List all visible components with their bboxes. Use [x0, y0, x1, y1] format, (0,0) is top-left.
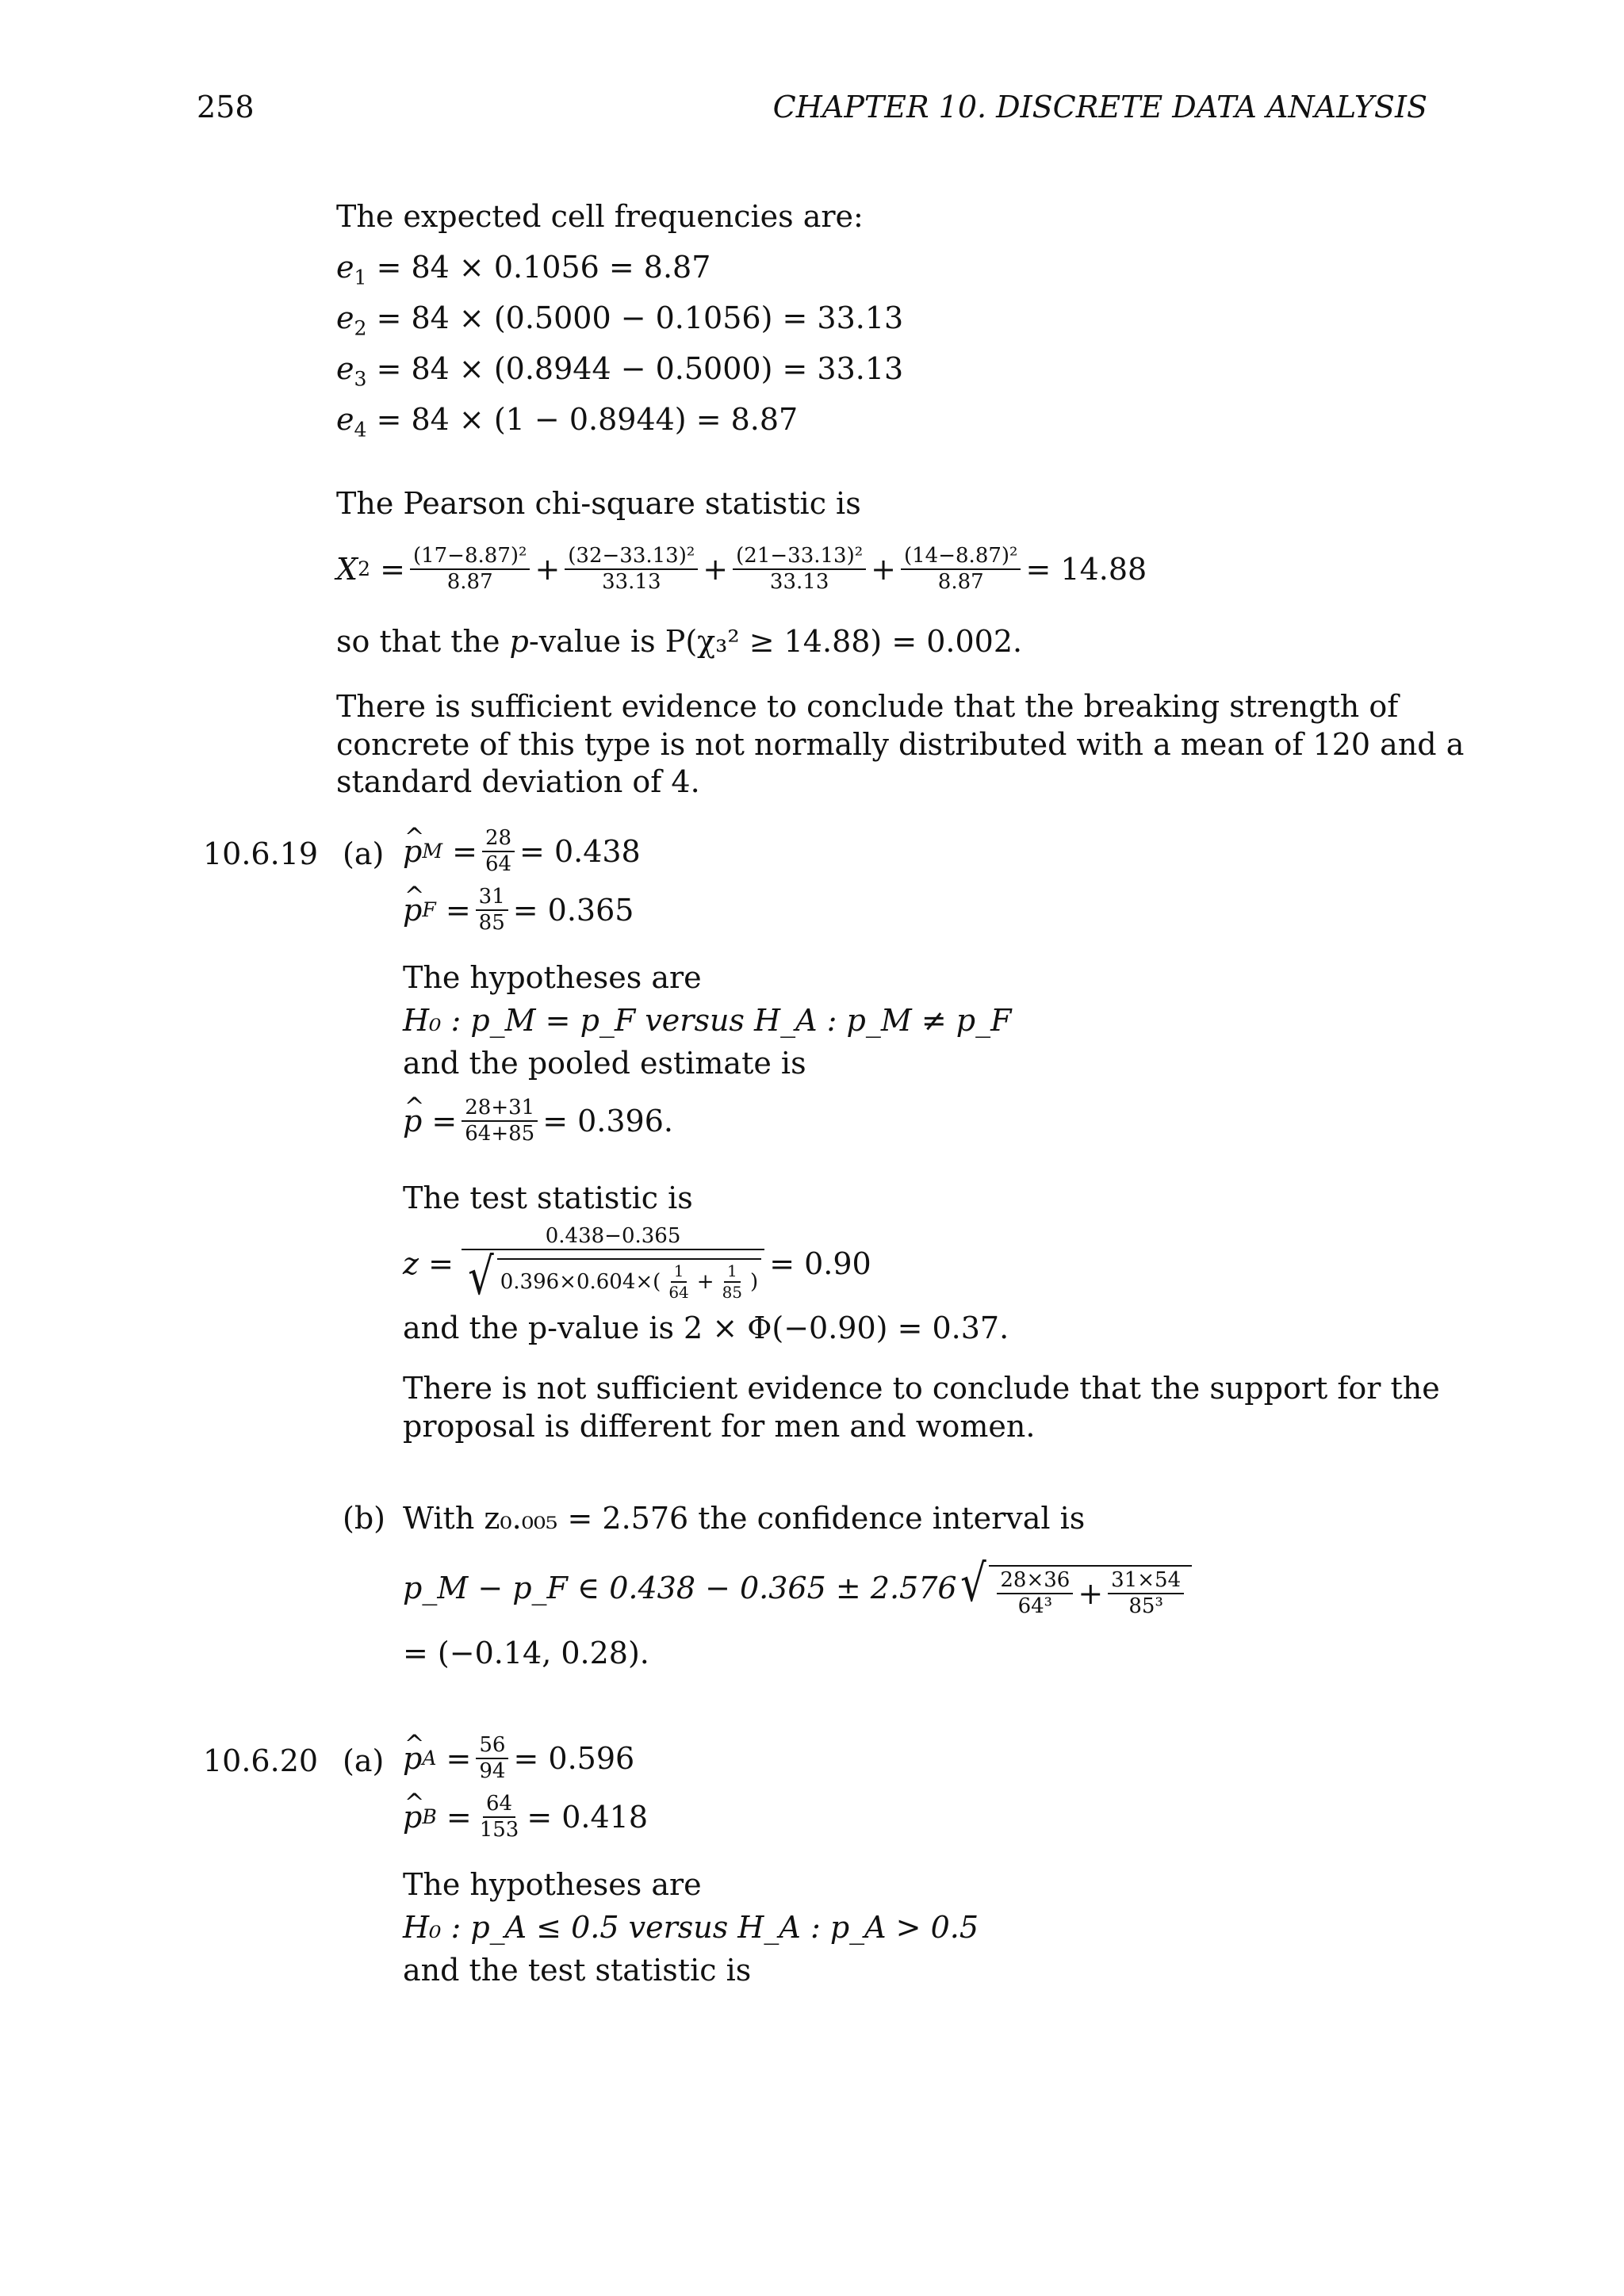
- test-stat-heading-20: and the test statistic is: [403, 1953, 752, 1988]
- problem-number-20: 10.6.20: [203, 1743, 319, 1778]
- pvalue-line: so that the p-value is P(χ₃² ≥ 14.88) = 0.002.: [336, 624, 1023, 659]
- ci-equation: p_M − p_F ∈ 0.438 − 0.365 ± 2.576 √ $\frac{28\times 36}{\text{64³}}$ + $\frac{31\times 54}{\text{85³}}$: [403, 1559, 1192, 1618]
- e3-line: $e_3 = 84 \times (0.8944 - 0.5000) = 33.13$: [336, 351, 904, 391]
- expected-heading: The expected cell frequencies are:: [336, 199, 864, 234]
- x2-term-3: $\frac{\text{(21−33.13)²}}{33.13}$: [733, 545, 866, 594]
- part-a-label-19: (a): [343, 836, 385, 871]
- e1-line: $e_1 = 84 \times 0.1056 = 8.87$: [336, 250, 711, 289]
- e4-line: $e_4 = 84 \times (1 - 0.8944) = 8.87$: [336, 402, 799, 442]
- pF-line: ^ p F = $\frac{31}{85}$ = 0.365: [403, 886, 634, 935]
- running-title: CHAPTER 10. DISCRETE DATA ANALYSIS: [772, 90, 1427, 124]
- x2-equation: X 2 = $\frac{\text{(17−8.87)²}}{8.87}$ + $\frac{\text{(32−33.13)²}}{33.13}$ + $\frac{\text{(21−33.13)²}}{33.13}$ + $\frac{\text{(14−8.87)²}}{8.87}$ = 14.88: [336, 544, 1147, 595]
- x2-term-2: $\frac{\text{(32−33.13)²}}{33.13}$: [565, 545, 698, 594]
- hypotheses-heading-19: The hypotheses are: [403, 960, 702, 995]
- conclusion-19: There is not sufficient evidence to conclude that the support for the proposal is different for men and women.: [403, 1371, 1440, 1444]
- part-b-label-19: (b): [343, 1501, 385, 1536]
- page-number: 258: [197, 90, 255, 124]
- pearson-heading: The Pearson chi-square statistic is: [336, 486, 861, 521]
- problem-number-19: 10.6.19: [203, 836, 319, 871]
- pooled-estimate: ^ p = $\frac{28+31}{64+85}$ = 0.396.: [403, 1097, 673, 1146]
- hypotheses-20: H₀ : p_A ≤ 0.5 versus H_A : p_A > 0.5: [403, 1910, 979, 1945]
- z-equation: z = 0.438−0.365 √ 0.396×0.604× ( $\frac{1}{64}$ + $\frac{1}{85}$ ) = 0.90: [403, 1224, 871, 1307]
- conclusion-paragraph: There is sufficient evidence to conclude that the breaking strength of concrete of this type is not normally distributed with a mean of 120 and a standard deviation of 4.: [336, 689, 1465, 799]
- pM-line: ^ p M = $\frac{28}{64}$ = 0.438: [403, 828, 641, 876]
- part-a-label-20: (a): [343, 1743, 385, 1778]
- x2-term-1: $\frac{\text{(17−8.87)²}}{8.87}$: [410, 545, 530, 594]
- pB-line: ^ p B = $\frac{64}{153}$ = 0.418: [403, 1793, 648, 1842]
- hypotheses-19: H₀ : p_M = p_F versus H_A : p_M ≠ p_F: [403, 1003, 1012, 1038]
- pA-line: ^ p A = $\frac{56}{94}$ = 0.596: [403, 1735, 634, 1783]
- ci-heading: With z₀.₀₀₅ = 2.576 the confidence interval is: [403, 1501, 1086, 1536]
- hypotheses-heading-20: The hypotheses are: [403, 1867, 702, 1902]
- test-stat-heading-19: The test statistic is: [403, 1181, 693, 1215]
- pooled-heading: and the pooled estimate is: [403, 1046, 806, 1081]
- e2-line: $e_2 = 84 \times (0.5000 - 0.1056) = 33.13$: [336, 300, 904, 340]
- x2-term-4: $\frac{\text{(14−8.87)²}}{8.87}$: [901, 545, 1021, 594]
- pvalue-19: and the p-value is 2 × Φ(−0.90) = 0.37.: [403, 1311, 1009, 1345]
- ci-result: = (−0.14, 0.28).: [403, 1636, 649, 1670]
